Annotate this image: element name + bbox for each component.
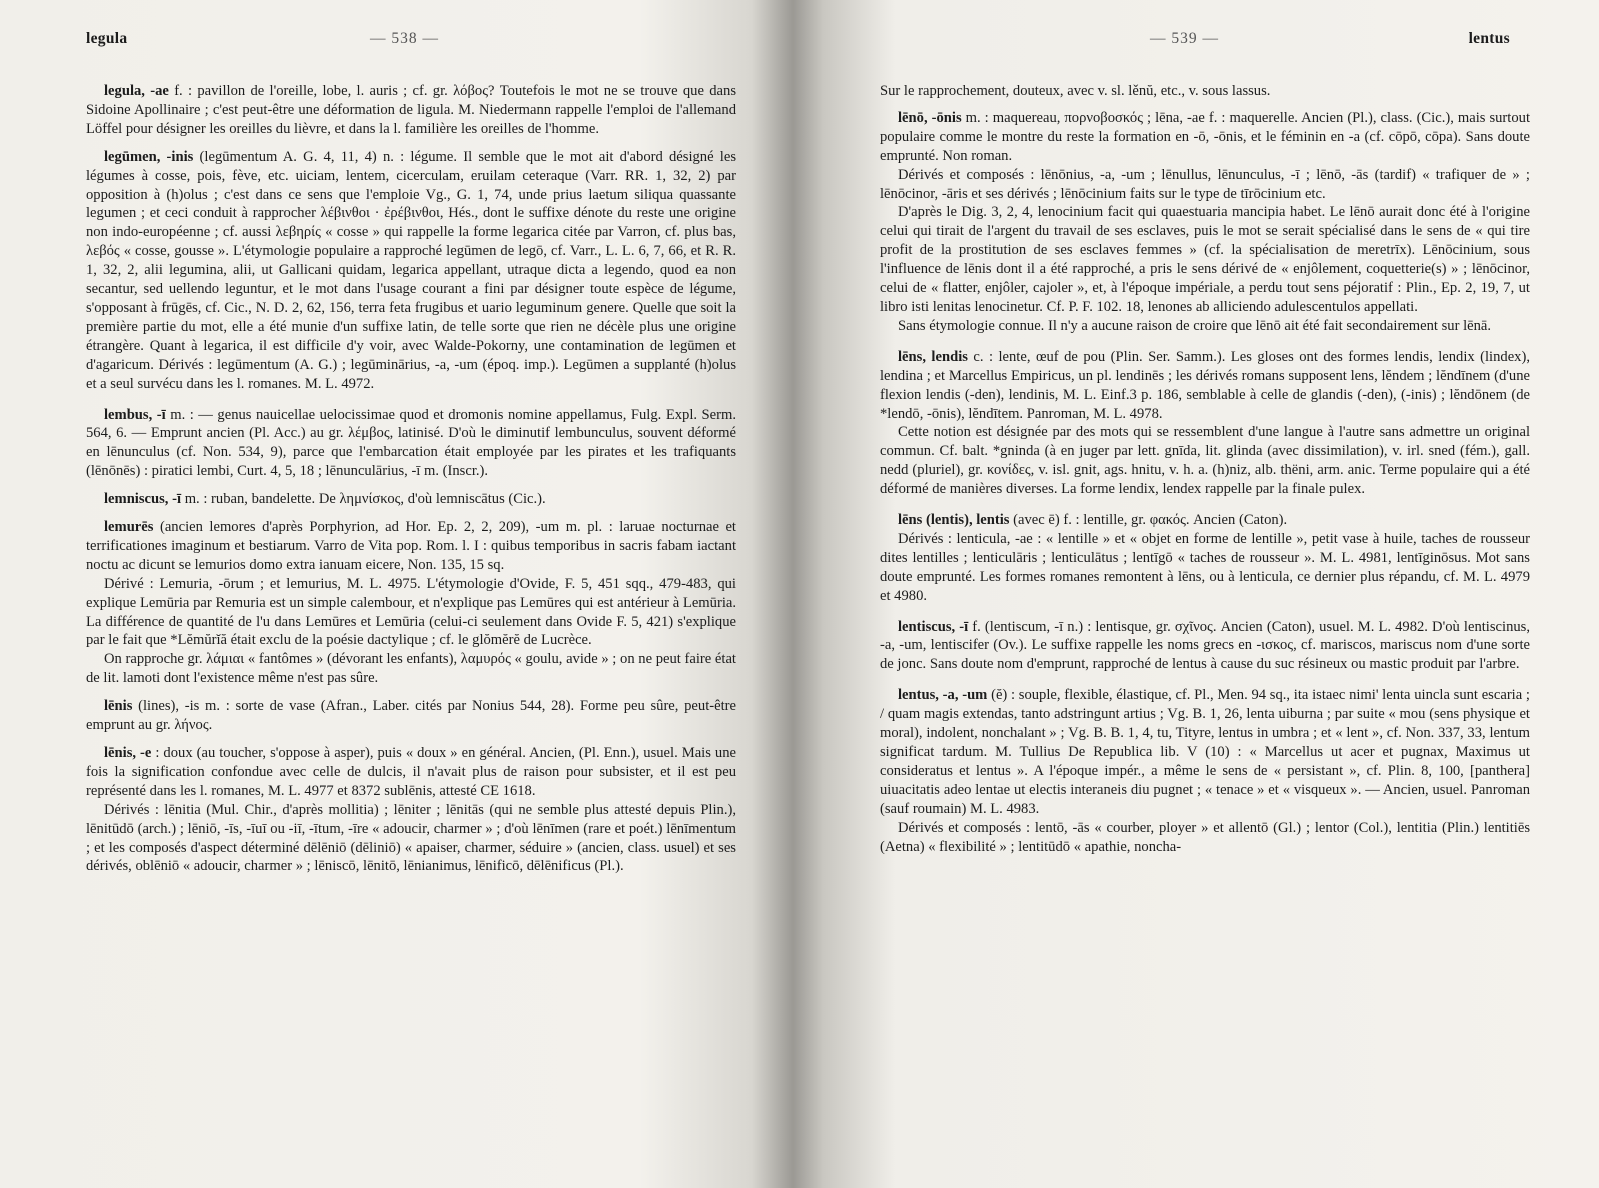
headword: lēns, lendis [898,348,968,365]
left-page-number: — 538 — [370,30,439,47]
headword: lentus, -a, -um [898,687,988,704]
entry-etymology: On rapproche gr. λάμιαι « fantômes » (dévorant les enfants), λαμυρός « goulu, avide » ; on ne peut faire état de lit. lamoti dont l'existence même n'est pas sûre. [86,651,736,687]
entry-lens-lendis [880,348,1530,499]
entry-lembus [86,406,736,482]
headword: legula, -ae [104,83,169,99]
headword: lēns (lentis), lentis [898,512,1010,529]
right-running-word: lentus [1468,30,1510,47]
entry-derivatives: Dérivés et composés : lēnōnius, -a, -um ; lēnullus, lēnunculus, -ī ; lēnō, -ās (tardif) « trafiquer de » ; lēnōcinor, -āris et ses dérivés ; lēnōcinium faits sur le type de tīrōcinium etc. [880,166,1530,202]
entry-body: (avec ē) f. : lentille, gr. φακός. Ancien (Caton). [1013,512,1288,529]
right-running-head [880,30,1530,56]
headword: lemniscus, -ī [104,491,182,508]
right-page-number: — 539 — [1150,30,1219,47]
entry-body: (ancien lemores d'après Porphyrion, ad Hor. Ep. 2, 2, 209), -um m. pl. : laruae nocturnae et terrificationes imaginum et bestiarum. Varro de Vita pop. Rom. l. I : quibus temporibus in sacris fabam iactant noctu ac dicunt se lemurios domo extra ianuam eicere, Non. 135, 15 sq. [86,519,736,573]
entry-body: m. : ruban, bandelette. De λημνίσκος, d'où lemniscātus (Cic.). [184,491,546,508]
entry-lentus [880,686,1530,856]
headword: lembus, -ī [104,406,166,423]
entry-body: m. : — genus nauicellae uelocissimae quod et dromonis nomine appellamus, Fulg. Expl. Serm. 564, 6. — Emprunt ancien (Pl. Acc.) au gr. λέμβος, latinisé. D'où le diminutif lembunculus, souvent déformé en lēnunculus (cf. Non. 534, 9), parce que l'embarcation était employée par les pirates et les trafiquants (lēnōnēs) : piratici lembi, Curt. 4, 5, 18 ; lēnunculārius, -ī m. (Inscr.). [86,406,736,480]
headword: lēnis, -e [104,745,152,761]
entry-body: c. : lente, œuf de pou (Plin. Ser. Samm.). Les gloses ont des formes lendis, lendix (lindex), lendina ; et Marcellus Empiricus, un pl. lendinēs ; les dérivés romans supposent lens, lĕndem ; lĕndīnem (d'une flexion lendis (-den), lendinis, M. L. Einf.3 p. 186, semblable à celle de glandis (-den), (-inis) ; lĕndōnem (de *lendō, -ōnis), lĕndītem. Panroman, M. L. 4978. [880,348,1530,422]
entry-body: f. (lentiscum, -ī n.) : lentisque, gr. σχῖνος. Ancien (Caton), usuel. M. L. 4982. D'où lentiscinus, -a, -um, lentiscifer (Ov.). Le suffixe rappelle les noms grecs en -ισκος, cf. mariscos, mariscus nom d'une sorte de jonc. Sans doute nom d'emprunt, rapproché de lentus à cause du suc résineux ou mastic produit par l'arbre. [880,618,1530,673]
headword: legūmen, -inis [104,148,194,165]
entry-legula [86,82,736,139]
continuation-text: Sur le rapprochement, douteux, avec v. sl. lěnŭ, etc., v. sous lassus. [880,83,1271,99]
entry-lenis-vase [86,697,736,735]
headword: lentiscus, -ī [898,618,969,635]
headword: lēnō, -ōnis [898,109,962,126]
entry-leno [880,109,1530,336]
entry-derivatives: Dérivés : lenticula, -ae : « lentille » et « objet en forme de lentille », petit vase à huile, taches de rousseur dites lentilles ; lenticulāris ; lenticulātus ; lentīgō « taches de rousseur ». M. L. 4981, lentīginōsus. Mot sans doute emprunté. Les formes romanes remontent à lēns, ou à lenticula, ce dernier plus répandu, cf. M. L. 4979 et 4980. [880,530,1530,604]
left-page [86,30,736,1170]
entry-body: (lines), -is m. : sorte de vase (Afran., Laber. cités par Nonius 544, 28). Forme peu sûre, peut-être emprunt au gr. λήνος. [86,698,736,734]
entry-body: m. : maquereau, πορνοβοσκός ; lēna, -ae f. : maquerelle. Ancien (Pl.), class. (Cic.), mais surtout populaire comme le montre du reste la formation en -ō, -ōnis, et le féminin en -a (cf. cōpō, cōpa). Sans doute emprunté. Non roman. [880,109,1530,164]
entry-body: (legūmentum A. G. 4, 11, 4) n. : légume. Il semble que le mot ait d'abord désigné les légumes à cosse, pois, fève, etc. uiciam, lentem, cicerculam, eruilam ceteraque (Varr. RR. 1, 32, 2) par opposition à (h)olus ; c'est dans ce sens que l'emploie Vg., G. 1, 74, unde prius laetum siliqua quassante legumen ; et ceci conduit à rapprocher λέβινθοι · ἐρέβινθοι, Hés., dont le suffixe dénote du reste une origine non indo-européenne ; cf. aussi λεβηρίς « cosse » qui rappelle la forme legarica citée par Varron, cf. plus bas, λεβός « cosse, gousse ». L'étymologie populaire a rapproché legūmen de legō, cf. Varr., L. L. 6, 7, 66, et R. R. 1, 32, 2, alii legumina, alii, ut Gallicani quidam, legarica appellant, utraque dicta a legendo, quod ea non secantur, sed uellendo leguntur, et le mot dans l'usage courant a fini par désigner toute espèce de légume, s'opposant à frūgēs, cf. Cic., N. D. 2, 62, 156, terra feta frugibus et uario leguminum genere. Quelle que soit la première partie du mot, elle a été munie d'un suffixe latin, de telle sorte que rien ne décèle plus une origine étrangère. Quant à legarica, il est difficile d'y voir, avec Walde-Pokorny, une contamination de legūmen et d'agaricum. Dérivés : legūmentum (A. G.) ; legūminārius, -a, -um (époq. imp.). Legūmen a supplanté (h)olus et a seul survécu dans les l. romanes. M. L. 4972. [86,148,736,392]
entry-lemures [86,518,736,688]
entry-derivatives: Dérivé : Lemuria, -ōrum ; et lemurius, M. L. 4975. L'étymologie d'Ovide, F. 5, 451 sqq., 479-483, qui explique Lemūria par Remuria est un simple calembour, et n'explique pas Lemūres qui est antérieur à Lemūria. La différence de quantité de l'u dans Lemūres et Lemūria (celui-ci seulement dans Ovide F. 5, 421) s'explique par le fait que *Lĕmŭrĭă était exclu de la poésie dactylique ; cf. le glŏmĕrĕ de Lucrèce. [86,575,736,649]
headword: lēnis [104,698,133,715]
left-running-head [86,30,736,56]
headword: lemurēs [104,519,154,536]
entry-body: (ĕ) : souple, flexible, élastique, cf. Pl., Men. 94 sq., ita istaec nimi' lenta uincla sunt escaria ; / quam magis extendas, tanto adstringunt artius ; Vg. B. 1, 26, lenta uiburna ; par suite « mou (sens physique et moral), indolent, nonchalant » ; Vg. B. B. 1, 4, tu, Tityre, lentus in umbra ; et « lent », cf. Non. 337, 33, lentum significat tardum. M. Tullius De Republica lib. V (10) : « Marcellus ut acer et pugnax, Maximus ut consideratus et lentus ». A l'époque impér., a même le sens de « persistant », cf. Plin. 8, 100, [panthera] uiuacitatis adeo lentae ut electis interaneis diu pugnet ; « tenace » et « visqueux ». — Ancien, usuel. Panroman (sauf roumain) M. L. 4983. [880,687,1530,817]
entry-lentiscus [880,618,1530,675]
entry-body: f. : pavillon de l'oreille, lobe, l. auris ; cf. gr. λόβος? Toutefois le mot ne se trouve que dans Sidoine Apollinaire ; c'est peut-être une déformation de ligula. M. Niedermann rappelle l'emploi de l'allemand Löffel pour désigner les oreilles du lièvre, et dans la l. familière les oreilles de l'homme. [86,83,736,137]
entry-lens-lentis [880,511,1530,606]
entry-etymology: Sans étymologie connue. Il n'y a aucune raison de croire que lēnō ait été fait secondairement sur lēnā. [898,317,1492,334]
entry-derivatives: Dérivés : lēnitia (Mul. Chir., d'après mollitia) ; lēniter ; lēnitās (qui ne semble plus attesté depuis Plin.), lēnitūdō (arch.) ; lēniō, -īs, -īuī ou -iī, -ītum, -īre « adoucir, charmer » ; d'où lēnīmen (rare et poét.) lēnīmentum ; et les composés d'aspect déterminé dēlēniō (dēliniō) « apaiser, charmer, séduire » (ancien, class. usuel) et ses dérivés, oblēniō « adoucir, charmer » ; lēniscō, lēnitō, lēnianimus, lēnificō, dēlēnificus (Pl.). [86,801,736,875]
entry-lemniscus [86,490,736,509]
entry-lenis-doux [86,744,736,876]
entry-body: : doux (au toucher, s'oppose à asper), puis « doux » en général. Ancien, (Pl. Enn.), usuel. Mais une fois la signification confondue avec celle de dulcis, il n'avait plus de raison pour subsister, et il est peu représenté dans les l. romanes, M. L. 4977 et 8372 sublēnis, attesté CE 1618. [86,745,736,799]
entry-history: D'après le Dig. 3, 2, 4, lenocinium facit qui quaestuaria mancipia habet. Le lēnō aurait donc été à l'origine celui qui tirait de l'argent du travail de ses esclaves, puis le mot se serait spécialisé dans le sens de « qui tire profit de la prostitution de ses esclaves femmes » (cf. la spécialisation de meretrīx). Lēnōcinium, sous l'influence de lēnis dont il a été rapproché, a pris le sens dérivé de « enjôlement, coquetterie(s) » ; lēnōcinor, celui de « flatter, enjôler, cajoler », et, à l'époque impériale, a perdu tout sens péjoratif : Plin., Ep. 2, 19, 7, ut libro isti lenitas lenocinetur. Cf. P. F. 102. 18, lenones ab alliciendo adulescentulos appellati. [880,204,1530,315]
entry-etymology: Cette notion est désignée par des mots qui se ressemblent d'une langue à l'autre sans admettre un original commun. Cf. balt. *gninda (à en juger par lett. gnīda, lit. glinda (avec dissimilation), v. irl. sned (fém.), gall. nedd (pluriel), gr. κονίδες, v. isl. gnit, ags. hnitu, v. h. a. (h)niz, alb. thëni, arm. anic. Terme populaire qui a été déformé de manières diverses. La forme lendix, lendex rappelle par la finale pulex. [880,424,1530,498]
left-running-word: legula [86,30,128,47]
entry-derivatives: Dérivés et composés : lentō, -ās « courber, ployer » et allentō (Gl.) ; lentor (Col.), lentitia (Plin.) lentitiēs (Aetna) « flexibilité » ; lentitūdō « apathie, noncha- [880,819,1530,855]
entry-legumen [86,148,736,394]
right-page [880,30,1530,1170]
